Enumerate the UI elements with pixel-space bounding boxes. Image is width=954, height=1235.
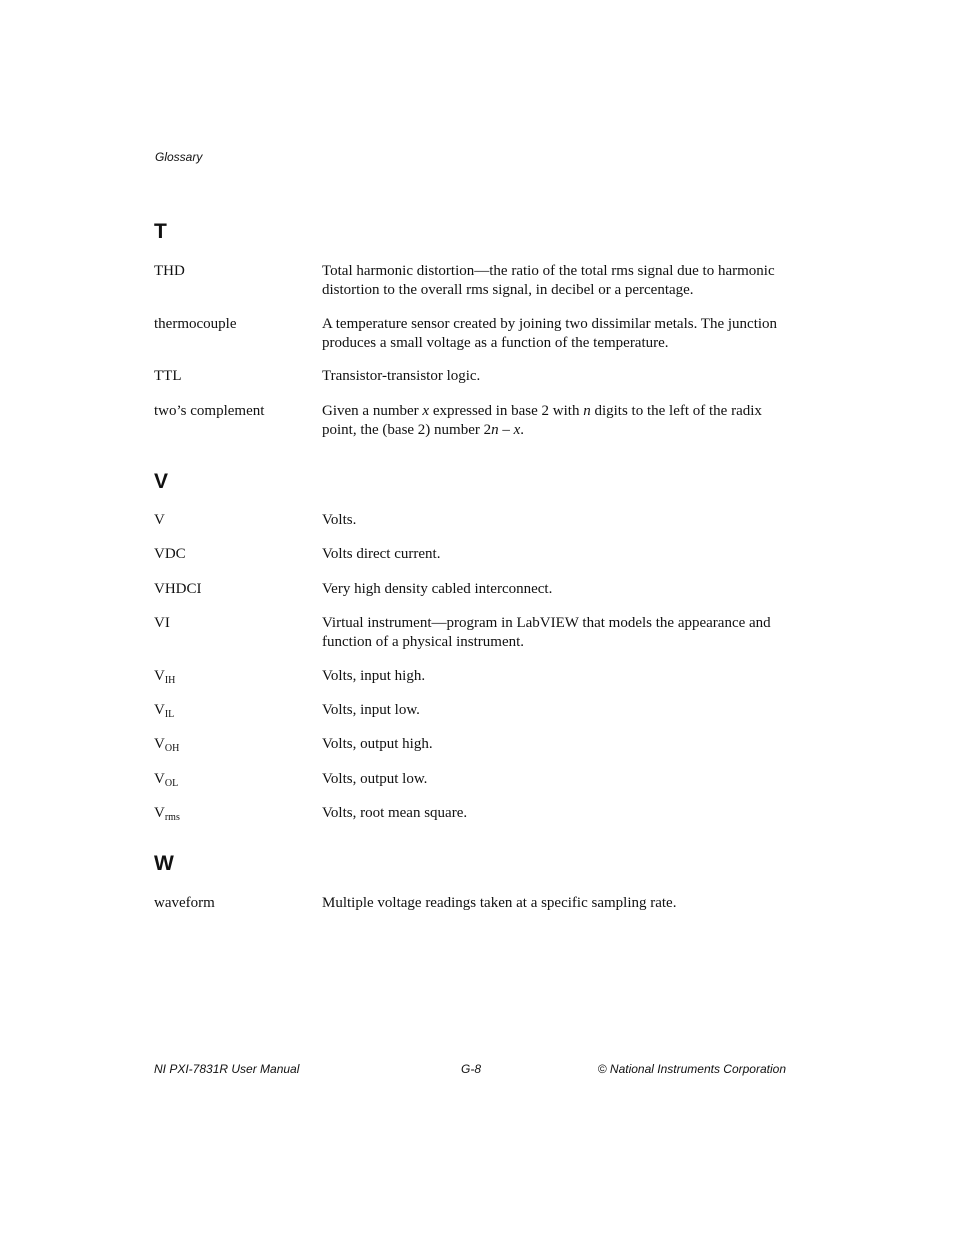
definition-v: Volts.	[322, 512, 357, 528]
term-subscript: IL	[164, 709, 175, 720]
term-base: V	[154, 668, 165, 684]
term-waveform: waveform	[154, 895, 215, 911]
definition-twos-complement	[322, 402, 788, 440]
term-subscript: OL	[164, 778, 179, 789]
term-vdc: VDC	[154, 546, 186, 562]
definition-vrms: Volts, root mean square.	[322, 805, 468, 821]
definition-variable: n	[583, 403, 591, 419]
term-thermocouple: thermocouple	[154, 316, 237, 332]
term-vil	[154, 701, 174, 720]
definition-vol: Volts, output low.	[322, 771, 428, 787]
definition-vi: Virtual instrument—program in LabVIEW that models the appearance and function of a physical instrument.	[322, 615, 771, 650]
footer-copyright: © National Instruments Corporation	[597, 1062, 786, 1076]
definition-text: expressed in base 2 with	[429, 403, 584, 419]
term-ttl: TTL	[154, 368, 182, 384]
definition-text: –	[498, 422, 514, 438]
term-subscript: rms	[164, 812, 180, 823]
term-base: V	[154, 736, 165, 752]
term-base: V	[154, 702, 165, 718]
definition-vdc: Volts direct current.	[322, 546, 441, 562]
term-subscript: OH	[164, 743, 180, 754]
definition-text: Given a number	[322, 403, 423, 419]
term-base: V	[154, 805, 165, 821]
definition-thd: Total harmonic distortion—the ratio of the total rms signal due to harmonic distortion to the overall rms signal, in decibel or a percentage.	[322, 263, 775, 298]
term-v: V	[154, 512, 165, 528]
definition-vih: Volts, input high.	[322, 668, 426, 684]
running-header: Glossary	[155, 150, 203, 164]
section-letter-w: W	[154, 852, 174, 875]
definition-variable: n	[491, 422, 499, 438]
term-thd: THD	[154, 263, 185, 279]
section-letter-v: V	[154, 470, 169, 493]
definition-waveform: Multiple voltage readings taken at a specific sampling rate.	[322, 895, 677, 911]
definition-variable: x	[513, 422, 521, 438]
definition-ttl: Transistor-transistor logic.	[322, 368, 481, 384]
term-subscript: IH	[164, 675, 176, 686]
term-vrms	[154, 804, 180, 823]
definition-voh: Volts, output high.	[322, 736, 433, 752]
definition-variable: x	[422, 403, 430, 419]
term-vih	[154, 667, 175, 686]
section-letter-t: T	[154, 220, 167, 243]
term-base: V	[154, 771, 165, 787]
definition-vhdci: Very high density cabled interconnect.	[322, 581, 553, 597]
footer-manual-title: NI PXI-7831R User Manual	[154, 1062, 300, 1076]
term-twos-complement: two’s complement	[154, 403, 265, 419]
definition-text: .	[520, 422, 525, 438]
term-vhdci: VHDCI	[154, 581, 202, 597]
footer-page-number: G-8	[461, 1062, 482, 1076]
definition-text: digits to the left of the radix point, the (base 2) number 2	[322, 403, 762, 438]
term-vol	[154, 770, 178, 789]
definition-vil: Volts, input low.	[322, 702, 420, 718]
term-voh	[154, 735, 179, 754]
term-vi: VI	[154, 615, 170, 631]
definition-thermocouple: A temperature sensor created by joining two dissimilar metals. The junction produces a small voltage as a function of the temperature.	[322, 316, 778, 351]
